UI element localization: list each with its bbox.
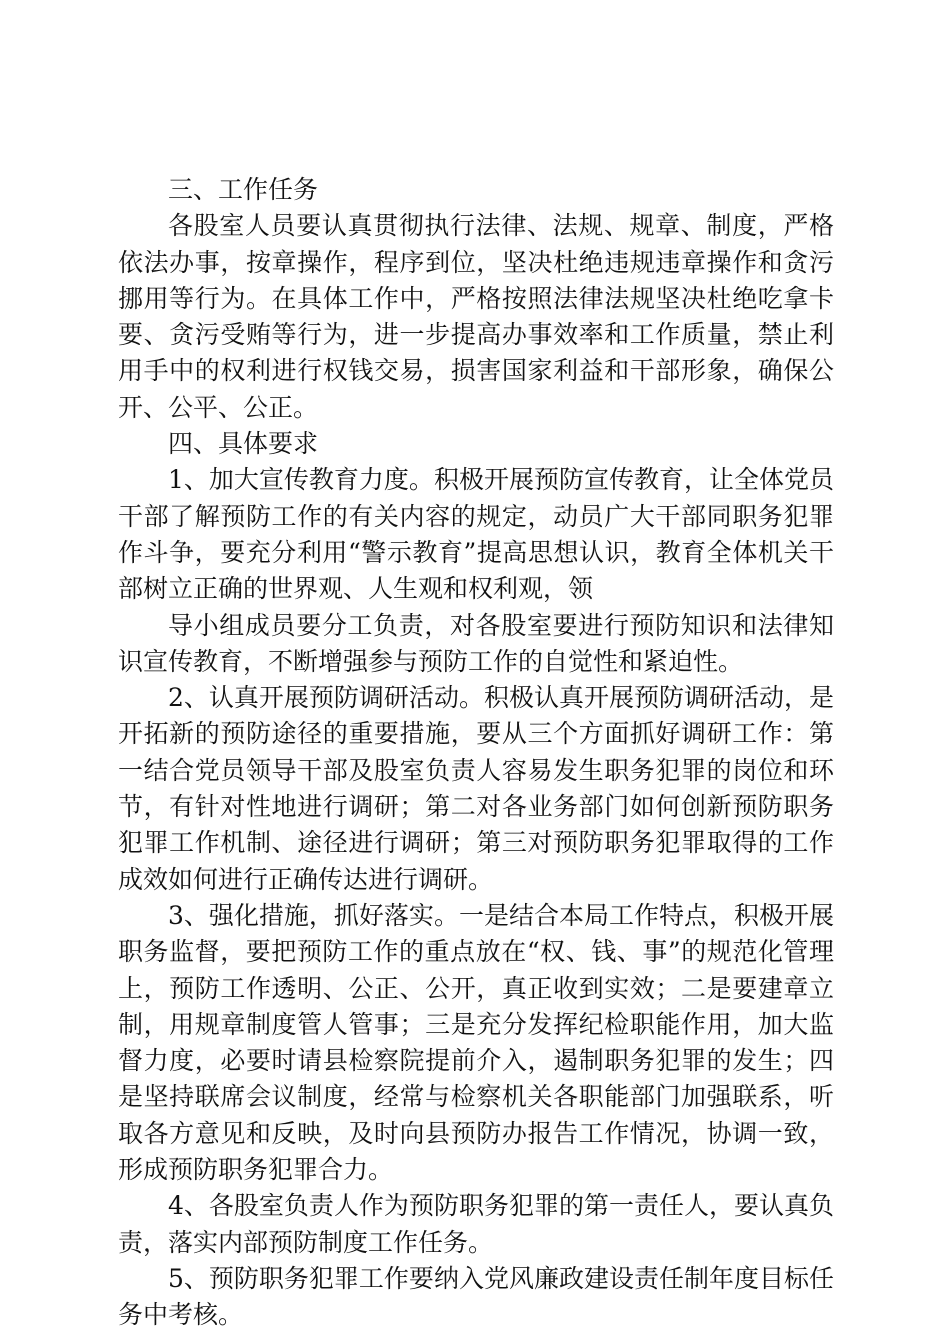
- section-heading-work-tasks: 三、工作任务: [168, 175, 319, 204]
- document-body: [118, 172, 834, 1334]
- paragraph-requirement-3: 3、强化措施，抓好落实。一是结合本局工作特点，积极开展职务监督，要把预防工作的重点放在“权、钱、事”的规范化管理上，预防工作透明、公正、公开，真正收到实效；二是要建章立制，用规章制度管人管事；三是充分发挥纪检职能作用，加大监督力度，必要时请县检察院提前介入，遏制职务犯罪的发生；四是坚持联席会议制度，经常与检察机关各职能部门加强联系，听取各方意见和反映，及时向县预防办报告工作情况，协调一致，形成预防职务犯罪合力。: [118, 900, 834, 1185]
- paragraph-requirement-1: 1、加大宣传教育力度。积极开展预防宣传教育，让全体党员干部了解预防工作的有关内容的规定，动员广大干部同职务犯罪作斗争，要充分利用“警示教育”提高思想认识，教育全体机关干部树立正确的世界观、人生观和权利观，领: [118, 465, 834, 604]
- paragraph-requirement-1-continued: 导小组成员要分工负责，对各股室要进行预防知识和法律知识宣传教育，不断增强参与预防工作的自觉性和紧迫性。: [118, 610, 834, 676]
- paragraph-requirement-4: 4、各股室负责人作为预防职务犯罪的第一责任人，要认真负责，落实内部预防制度工作任务。: [118, 1191, 834, 1257]
- paragraph-requirement-5: 5、预防职务犯罪工作要纳入党风廉政建设责任制年度目标任务中考核。: [118, 1263, 834, 1330]
- section-heading-specific-requirements: 四、具体要求: [168, 429, 319, 459]
- paragraph-work-tasks: 各股室人员要认真贯彻执行法律、法规、规章、制度，严格依法办事，按章操作，程序到位，坚决杜绝违规违章操作和贪污挪用等行为。在具体工作中，严格按照法律法规坚决杜绝吃拿卡要、贪污受贿等行为，进一步提高办事效率和工作质量，禁止利用手中的权利进行权钱交易，损害国家利益和干部形象，确保公开、公平、公正。: [118, 211, 834, 422]
- paragraph-requirement-2: 2、认真开展预防调研活动。积极认真开展预防调研活动，是开拓新的预防途径的重要措施，要从三个方面抓好调研工作：第一结合党员领导干部及股室负责人容易发生职务犯罪的岗位和环节，有针对性地进行调研；第二对各业务部门如何创新预防职务犯罪工作机制、途径进行调研；第三对预防职务犯罪取得的工作成效如何进行正确传达进行调研。: [118, 683, 834, 894]
